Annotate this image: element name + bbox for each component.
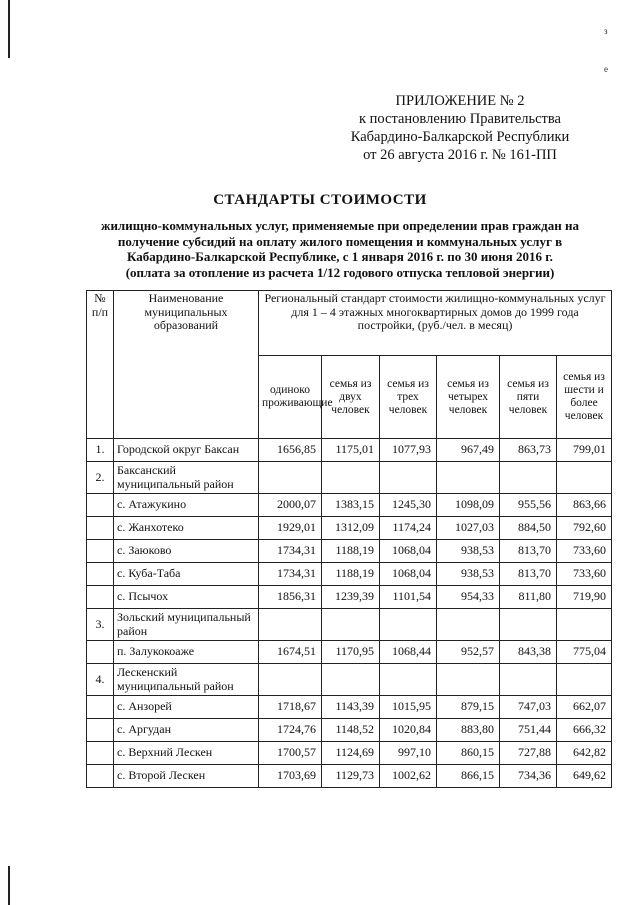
- row-value: 1856,31: [259, 586, 322, 609]
- row-value: [437, 462, 500, 494]
- row-value: 1027,03: [437, 517, 500, 540]
- row-value: 649,62: [557, 765, 612, 788]
- table-group-row: [87, 609, 612, 641]
- row-name: с. Куба-Таба: [114, 563, 259, 586]
- header-col-1: одиноко проживающие: [259, 356, 322, 439]
- row-value: 1929,01: [259, 517, 322, 540]
- row-name: с. Заюково: [114, 540, 259, 563]
- row-number: [87, 563, 114, 586]
- row-value: [437, 609, 500, 641]
- row-value: 1068,04: [380, 563, 437, 586]
- row-value: [322, 664, 380, 696]
- row-number: 3.: [87, 609, 114, 641]
- row-number: [87, 540, 114, 563]
- row-value: 1718,67: [259, 696, 322, 719]
- subtitle-line: жилищно-коммунальных услуг, применяемые при определении прав граждан на: [101, 218, 579, 233]
- row-value: [322, 462, 380, 494]
- row-value: 1656,85: [259, 439, 322, 462]
- row-value: 879,15: [437, 696, 500, 719]
- row-value: 1068,44: [380, 641, 437, 664]
- header-col-3: семья из трех человек: [380, 356, 437, 439]
- row-value: 813,70: [500, 540, 557, 563]
- row-value: 863,73: [500, 439, 557, 462]
- row-number: [87, 765, 114, 788]
- appendix-number: ПРИЛОЖЕНИЕ № 2: [395, 93, 525, 109]
- row-number: 1.: [87, 439, 114, 462]
- row-value: 1239,39: [322, 586, 380, 609]
- row-value: [500, 609, 557, 641]
- row-value: 1312,09: [322, 517, 380, 540]
- table-row: [87, 742, 612, 765]
- corner-mark-bottom: е: [604, 64, 608, 74]
- row-value: 733,60: [557, 540, 612, 563]
- row-value: 1077,93: [380, 439, 437, 462]
- table-group-row: [87, 462, 612, 494]
- row-value: [500, 462, 557, 494]
- corner-mark-top: з: [604, 26, 608, 36]
- row-value: 662,07: [557, 696, 612, 719]
- row-value: 1101,54: [380, 586, 437, 609]
- table-row: [87, 517, 612, 540]
- row-value: [437, 664, 500, 696]
- document-subtitle: [70, 218, 610, 280]
- table-row: [87, 696, 612, 719]
- row-value: 1002,62: [380, 765, 437, 788]
- row-value: 1068,04: [380, 540, 437, 563]
- row-value: 967,49: [437, 439, 500, 462]
- row-value: 1674,51: [259, 641, 322, 664]
- row-value: 883,80: [437, 719, 500, 742]
- table-row: [87, 540, 612, 563]
- table-row: [87, 641, 612, 664]
- row-value: [500, 664, 557, 696]
- row-name: п. Залукокоаже: [114, 641, 259, 664]
- row-number: [87, 641, 114, 664]
- row-value: 1703,69: [259, 765, 322, 788]
- row-value: 938,53: [437, 563, 500, 586]
- table-row: [87, 719, 612, 742]
- row-name: с. Второй Лескен: [114, 765, 259, 788]
- row-value: [557, 664, 612, 696]
- table-group-row: [87, 664, 612, 696]
- row-value: 1098,09: [437, 494, 500, 517]
- header-number: № п/п: [87, 291, 114, 439]
- table-row: [87, 494, 612, 517]
- row-number: [87, 696, 114, 719]
- row-value: 727,88: [500, 742, 557, 765]
- row-value: 666,32: [557, 719, 612, 742]
- table-row: [87, 439, 612, 462]
- row-number: [87, 517, 114, 540]
- row-name: с. Аргудан: [114, 719, 259, 742]
- standards-table: [86, 290, 612, 788]
- row-value: 1245,30: [380, 494, 437, 517]
- row-value: 1734,31: [259, 540, 322, 563]
- row-value: [259, 609, 322, 641]
- row-name: с. Верхний Лескен: [114, 742, 259, 765]
- row-value: 1175,01: [322, 439, 380, 462]
- table-row: [87, 586, 612, 609]
- appendix-block: [330, 92, 590, 164]
- table-row: [87, 765, 612, 788]
- left-margin-line-top: [8, 0, 10, 58]
- row-value: 813,70: [500, 563, 557, 586]
- row-value: 1700,57: [259, 742, 322, 765]
- row-value: 1129,73: [322, 765, 380, 788]
- row-value: 954,33: [437, 586, 500, 609]
- row-value: 1020,84: [380, 719, 437, 742]
- row-number: 4.: [87, 664, 114, 696]
- row-name: с. Анзорей: [114, 696, 259, 719]
- header-col-2: семья из двух человек: [322, 356, 380, 439]
- row-value: 1734,31: [259, 563, 322, 586]
- row-value: 792,60: [557, 517, 612, 540]
- header-col-4: семья из четырех человек: [437, 356, 500, 439]
- row-name: с. Атажукино: [114, 494, 259, 517]
- row-value: 775,04: [557, 641, 612, 664]
- row-value: [557, 609, 612, 641]
- header-col-6: семья из шести и более человек: [557, 356, 612, 439]
- row-value: [322, 609, 380, 641]
- row-value: 1724,76: [259, 719, 322, 742]
- row-name: Баксанский муниципальный район: [114, 462, 259, 494]
- header-standard-group: Региональный стандарт стоимости жилищно-коммунальных услуг для 1 – 4 этажных многоквартирных домов до 1999 года постройки, (руб./чел. в месяц): [259, 291, 612, 356]
- row-value: 1170,95: [322, 641, 380, 664]
- row-value: 955,56: [500, 494, 557, 517]
- row-value: 719,90: [557, 586, 612, 609]
- row-name: с. Жанхотеко: [114, 517, 259, 540]
- appendix-ref-line: к постановлению Правительства: [359, 111, 561, 127]
- appendix-date-line: от 26 августа 2016 г. № 161-ПП: [363, 147, 557, 163]
- row-value: [380, 609, 437, 641]
- row-value: 1188,19: [322, 563, 380, 586]
- row-name: Лескенский муниципальный район: [114, 664, 259, 696]
- header-name: Наименование муниципальных образований: [114, 291, 259, 439]
- appendix-republic-line: Кабардино-Балкарской Республики: [350, 129, 570, 145]
- row-value: [259, 462, 322, 494]
- row-value: 884,50: [500, 517, 557, 540]
- subtitle-line: получение субсидий на оплату жилого помещения и коммунальных услуг в: [117, 233, 563, 249]
- row-value: 734,36: [500, 765, 557, 788]
- subtitle-line: Кабардино-Балкарской Республике, с 1 января 2016 г. по 30 июня 2016 г.: [127, 249, 553, 264]
- row-value: 1143,39: [322, 696, 380, 719]
- row-value: 866,15: [437, 765, 500, 788]
- row-value: 1015,95: [380, 696, 437, 719]
- row-value: 952,57: [437, 641, 500, 664]
- table-body: [87, 439, 612, 788]
- document-title: СТАНДАРТЫ СТОИМОСТИ: [213, 192, 427, 208]
- row-value: [259, 664, 322, 696]
- row-value: 811,80: [500, 586, 557, 609]
- row-value: [557, 462, 612, 494]
- row-value: 733,60: [557, 563, 612, 586]
- row-value: 1174,24: [380, 517, 437, 540]
- row-value: 843,38: [500, 641, 557, 664]
- row-value: 747,03: [500, 696, 557, 719]
- row-name: с. Псычох: [114, 586, 259, 609]
- row-value: 2000,07: [259, 494, 322, 517]
- row-number: [87, 719, 114, 742]
- row-name: Зольский муниципальный район: [114, 609, 259, 641]
- row-value: 863,66: [557, 494, 612, 517]
- row-number: 2.: [87, 462, 114, 494]
- row-value: 1383,15: [322, 494, 380, 517]
- header-col-5: семья из пяти человек: [500, 356, 557, 439]
- row-value: 799,01: [557, 439, 612, 462]
- row-value: 1124,69: [322, 742, 380, 765]
- left-margin-line-bottom: [8, 866, 10, 905]
- row-value: [380, 462, 437, 494]
- row-value: 1188,19: [322, 540, 380, 563]
- row-value: 860,15: [437, 742, 500, 765]
- row-value: 751,44: [500, 719, 557, 742]
- table-row: [87, 563, 612, 586]
- row-value: 642,82: [557, 742, 612, 765]
- row-name: Городской округ Баксан: [114, 439, 259, 462]
- row-number: [87, 586, 114, 609]
- row-value: 938,53: [437, 540, 500, 563]
- row-value: 1148,52: [322, 719, 380, 742]
- row-number: [87, 742, 114, 765]
- subtitle-line: (оплата за отопление из расчета 1/12 годового отпуска тепловой энергии): [125, 264, 555, 280]
- row-value: 997,10: [380, 742, 437, 765]
- row-value: [380, 664, 437, 696]
- row-number: [87, 494, 114, 517]
